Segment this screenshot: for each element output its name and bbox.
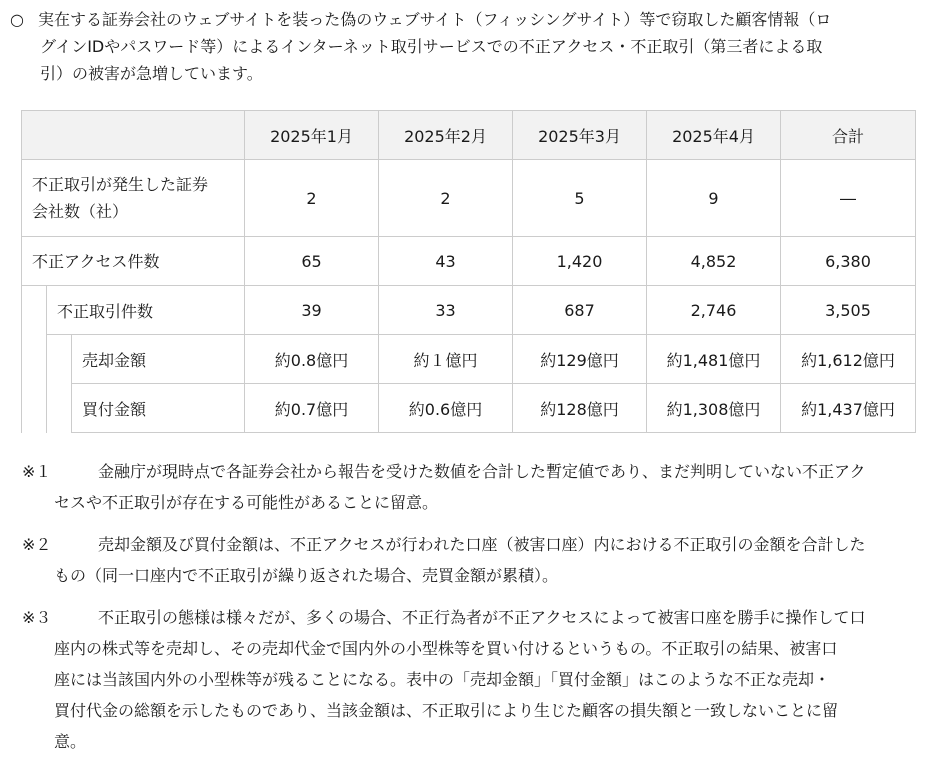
header-cell: 2025年1月	[245, 111, 379, 160]
table-cell: 約1,437億円	[781, 384, 916, 433]
footnote-body	[22, 529, 922, 591]
table-cell: 43	[379, 237, 513, 286]
header-cell: 2025年2月	[379, 111, 513, 160]
row-label: 不正取引件数	[47, 286, 245, 335]
header-cell-empty	[22, 111, 245, 160]
intro-line: 引）の被害が急増しています。	[40, 64, 263, 83]
row-label: 売却金額	[72, 335, 245, 384]
table-row	[22, 335, 916, 384]
table-cell: 33	[379, 286, 513, 335]
table-cell: 約1,481億円	[647, 335, 781, 384]
table-row	[22, 237, 916, 286]
table-cell: 約１億円	[379, 335, 513, 384]
table-cell: 約1,308億円	[647, 384, 781, 433]
footnote-mark: ※３	[22, 608, 52, 627]
header-cell: 合計	[781, 111, 916, 160]
table-cell: 2	[245, 160, 379, 237]
table-cell: 約129億円	[513, 335, 647, 384]
row-label-line: 会社数（社）	[32, 202, 129, 221]
row-label: 不正アクセス件数	[22, 237, 245, 286]
row-label-line: 不正取引が発生した証券	[32, 175, 209, 194]
footnotes	[22, 456, 922, 768]
footnote	[22, 529, 922, 591]
footnote-mark: ※２	[22, 535, 52, 554]
header-cell: 2025年4月	[647, 111, 781, 160]
table-cell: 6,380	[781, 237, 916, 286]
table-cell: 3,505	[781, 286, 916, 335]
table-header-row	[22, 111, 916, 160]
table-cell: 2	[379, 160, 513, 237]
intro-line: グインIDやパスワード等）によるインターネット取引サービスでの不正アクセス・不正取引（第三者による取	[40, 37, 823, 56]
row-label: 買付金額	[72, 384, 245, 433]
intro-text	[10, 6, 910, 87]
footnote-body	[22, 602, 922, 757]
table-cell: ―	[781, 160, 916, 237]
footnote-body	[22, 456, 922, 518]
table-cell: 1,420	[513, 237, 647, 286]
table-cell: 65	[245, 237, 379, 286]
footnote-line: 不正取引の態様は様々だが、多くの場合、不正行為者が不正アクセスによって被害口座を勝手に操作して口	[98, 608, 866, 627]
footnote-line: 意。	[54, 732, 87, 751]
table-cell: 約0.7億円	[245, 384, 379, 433]
table-row	[22, 384, 916, 433]
circle-bullet-icon: ○	[10, 10, 24, 29]
table-cell: 約0.6億円	[379, 384, 513, 433]
intro-paragraph	[10, 6, 910, 87]
footnote-line: 座には当該国内外の小型株等が残ることになる。表中の「売却金額」「買付金額」はこのような不正な売却・	[54, 670, 831, 689]
intro-line: 実在する証券会社のウェブサイトを装った偽のウェブサイト（フィッシングサイト）等で窃取した顧客情報（ロ	[38, 10, 832, 29]
table-cell: 2,746	[647, 286, 781, 335]
footnote-line: 金融庁が現時点で各証券会社から報告を受けた数値を合計した暫定値であり、まだ判明していない不正アク	[98, 462, 866, 481]
table-cell: 687	[513, 286, 647, 335]
header-cell: 2025年3月	[513, 111, 647, 160]
footnote	[22, 602, 922, 757]
table-cell: 39	[245, 286, 379, 335]
footnote-line: セスや不正取引が存在する可能性があることに留意。	[54, 493, 439, 512]
table-row	[22, 286, 916, 335]
footnote	[22, 456, 922, 518]
table-row	[22, 160, 916, 237]
table-cell: 約128億円	[513, 384, 647, 433]
table-cell: 5	[513, 160, 647, 237]
fraud-statistics-table	[21, 110, 916, 433]
table-cell: 4,852	[647, 237, 781, 286]
table-cell: 約0.8億円	[245, 335, 379, 384]
footnote-line: 座内の株式等を売却し、その売却代金で国内外の小型株等を買い付けるというもの。不正取引の結果、被害口	[54, 639, 838, 658]
indent-spacer	[22, 286, 47, 433]
footnote-line: 買付代金の総額を示したものであり、当該金額は、不正取引により生じた顧客の損失額と一致しないことに留	[54, 701, 839, 720]
footnote-line: もの（同一口座内で不正取引が繰り返された場合、売買金額が累積）。	[54, 566, 559, 585]
table-cell: 9	[647, 160, 781, 237]
footnote-mark: ※１	[22, 462, 52, 481]
row-label	[22, 160, 245, 237]
footnote-line: 売却金額及び買付金額は、不正アクセスが行われた口座（被害口座）内における不正取引の金額を合計した	[98, 535, 866, 554]
indent-spacer	[47, 335, 72, 433]
table-cell: 約1,612億円	[781, 335, 916, 384]
